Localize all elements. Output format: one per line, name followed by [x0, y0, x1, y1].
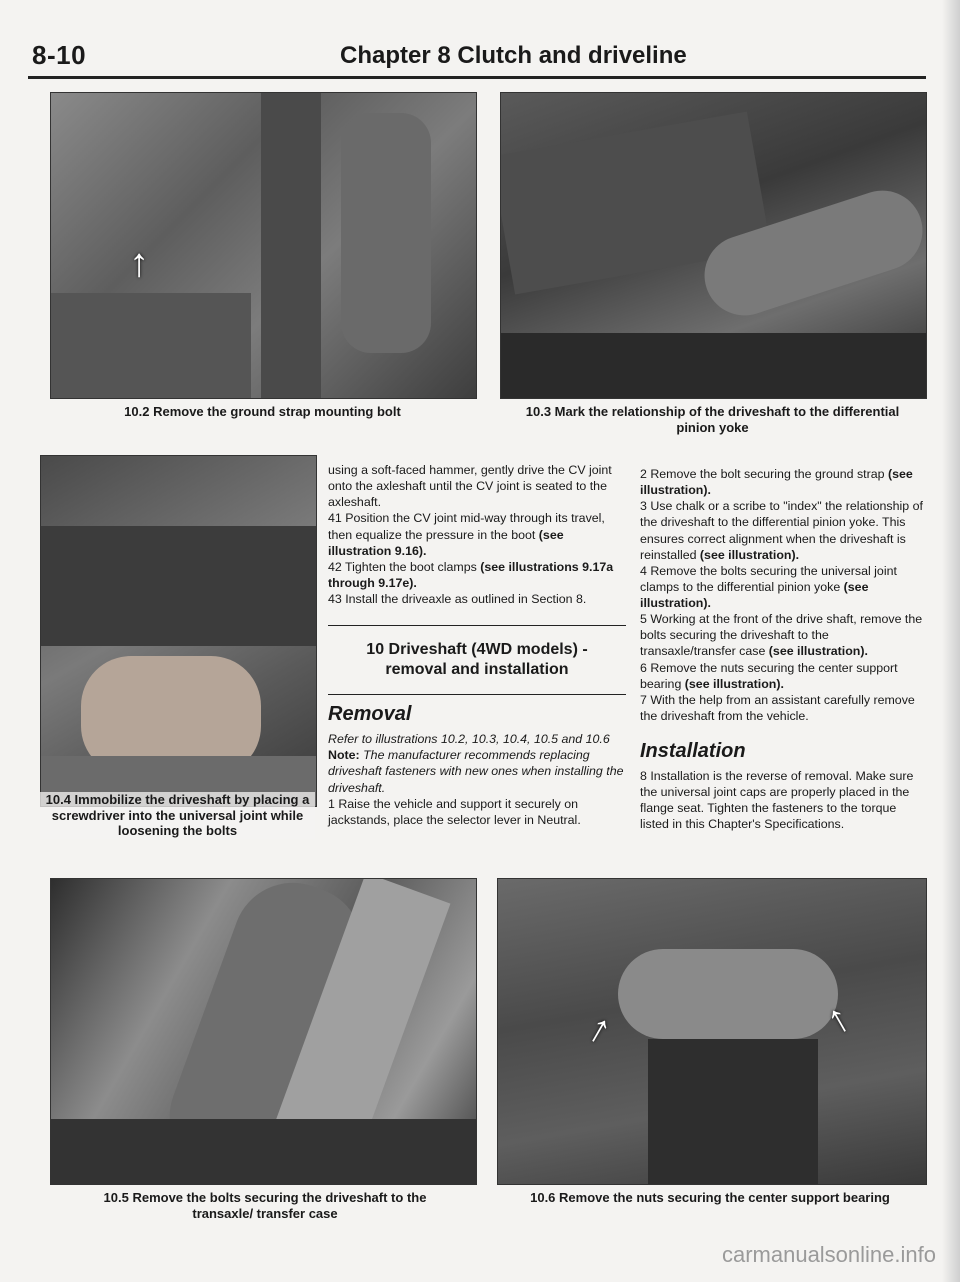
illustration-ref: (see illustration). [640, 467, 913, 498]
text: 2 Remove the bolt securing the ground strap [640, 467, 888, 481]
section-rule [328, 694, 626, 695]
middle-column [328, 462, 626, 828]
refer-line: Refer to illustrations 10.2, 10.3, 10.4, 10.5 and 10.6 [328, 732, 610, 747]
installation-heading: Installation [640, 740, 746, 762]
paragraph [640, 611, 924, 659]
paragraph [328, 559, 626, 591]
photo-10-5 [50, 878, 477, 1185]
note-label: Note: [328, 748, 360, 763]
section-title: 10 Driveshaft (4WD models) - removal and installation [366, 641, 588, 679]
paragraph: using a soft-faced hammer, gently drive the CV joint onto the axleshaft until the CV joint is seated to the axleshaft. [328, 463, 612, 510]
photo-10-4 [40, 455, 317, 807]
illustration-ref: (see illustration). [699, 547, 800, 562]
paragraph [328, 510, 626, 558]
photo-10-6 [497, 878, 927, 1185]
arrow-icon: ↑ [580, 1004, 620, 1054]
caption-10-6: 10.6 Remove the nuts securing the center support bearing [530, 1190, 890, 1205]
text: 3 Use chalk or a scribe to "index" the relationship of the driveshaft to the differential pinion yoke. This ensures correct alignment when the driveshaft is reinstalled [640, 499, 923, 562]
caption-10-3: 10.3 Mark the relationship of the driveshaft to the differential pinion yoke [525, 404, 900, 435]
page-edge [942, 0, 960, 1282]
header-rule [28, 76, 926, 79]
text: 4 Remove the bolts securing the universal joint clamps to the differential pinion yoke [640, 563, 897, 594]
section-rule [328, 625, 626, 626]
illustration-ref: (see illustrations 9.17a through 9.17e). [328, 559, 614, 590]
note-text: The manufacturer recommends replacing driveshaft fasteners with new ones when installing the driveshaft. [328, 748, 624, 795]
chapter-title: Chapter 8 Clutch and driveline [340, 42, 687, 69]
text: 6 Remove the nuts securing the center support bearing [640, 660, 898, 691]
page-number: 8-10 [32, 40, 87, 70]
illustration-ref: (see illustration 9.16). [328, 527, 564, 558]
illustration-ref: (see illustration). [640, 579, 869, 610]
illustration-ref: (see illustration). [684, 676, 784, 691]
paragraph: 1 Raise the vehicle and support it securely on jackstands, place the selector lever in Neutral. [328, 796, 581, 827]
caption-10-2: 10.2 Remove the ground strap mounting bolt [124, 404, 401, 419]
caption-10-4: 10.4 Immobilize the driveshaft by placing a screwdriver into the universal joint while loosening the bolts [40, 792, 315, 839]
right-column [640, 466, 924, 833]
removal-heading: Removal [328, 703, 412, 726]
note [328, 747, 626, 795]
arrow-icon: ↑ [129, 241, 149, 285]
paragraph [640, 660, 924, 692]
paragraph [640, 563, 924, 611]
caption-10-5: 10.5 Remove the bolts securing the driveshaft to the transaxle/ transfer case [103, 1190, 427, 1221]
arrow-icon: ↑ [818, 994, 858, 1044]
photo-10-2 [50, 92, 477, 399]
paragraph: 43 Install the driveaxle as outlined in Section 8. [328, 592, 587, 606]
paragraph [640, 466, 924, 498]
text: 41 Position the CV joint mid-way through its travel, then equalize the pressure in the boot [328, 511, 605, 542]
watermark: carmanualsonline.info [721, 1242, 936, 1267]
text: 5 Working at the front of the drive shaft, remove the bolts securing the driveshaft to the transaxle/transfer case [640, 612, 923, 659]
paragraph: 8 Installation is the reverse of removal. Make sure the universal joint caps are properly placed in the flange seat. Tighten the fasteners to the torque listed in this Chapter's Specifications. [640, 769, 914, 832]
photo-10-3 [500, 92, 927, 399]
illustration-ref: (see illustration). [768, 644, 868, 659]
paragraph [640, 498, 924, 563]
text: 42 Tighten the boot clamps [328, 559, 481, 574]
paragraph: 7 With the help from an assistant carefully remove the driveshaft from the vehicle. [640, 692, 915, 723]
